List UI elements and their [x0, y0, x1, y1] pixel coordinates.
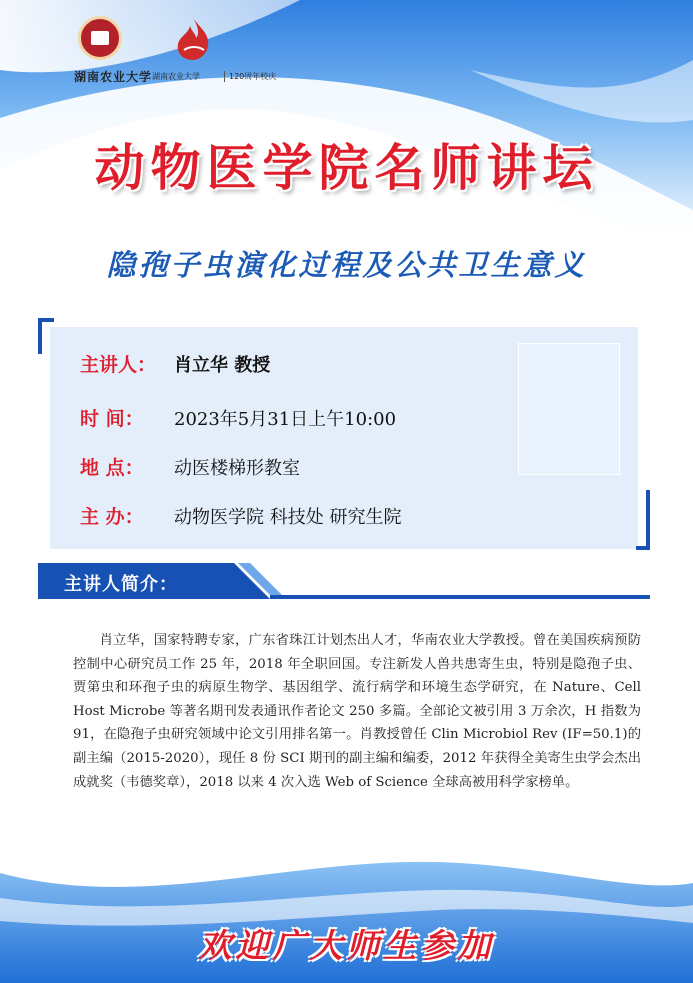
speaker-row: [80, 350, 270, 380]
university-name: 湖南农业大学: [74, 70, 153, 84]
header-logos: [74, 16, 277, 86]
place-value: 动医楼梯形教室: [174, 458, 300, 479]
host-label: 主 办：: [80, 506, 144, 528]
lecture-subtitle: 隐孢子虫演化过程及公共卫生意义: [106, 248, 587, 282]
welcome-footer: 欢迎广大师生参加: [198, 926, 495, 965]
speaker-bio-text: 肖立华，国家特聘专家，广东省珠江计划杰出人才，华南农业大学教授。曾在美国疾病预防控制中心研究员工作 25 年，2018 年全职回国。专注新发人兽共患寄生虫，特别是隐孢子虫、贾第虫和环孢子虫的病原生物学、基因组学、流行病学和环境生态学研究，在 Nature、Cell Host Microbe 等著名期刊发表通讯作者论文 250 多篇。全部论文被引用 3 万余次，H 指数为 91，在隐孢子虫研究领域中论文引用排名第一。肖教授曾任 Clin Microbiol Rev (IF=50.1)的副主编（2015-2020），现任 8 份 SCI 期刊的副主编和编委，2012 年获得全美寄生虫学会杰出成就奖（韦德奖章），2018 以来 4 次入选 Web of Science 全球高被用科学家榜单。: [73, 633, 641, 790]
panel-corner-top-left: [38, 318, 54, 354]
time-label: 时 间：: [80, 408, 144, 430]
time-row: [80, 404, 396, 434]
anniversary-flame-icon: [170, 16, 216, 62]
page-title: 动物医学院名师讲坛: [94, 138, 599, 197]
speaker-photo-placeholder: [518, 343, 620, 475]
speaker-bio: [73, 629, 641, 794]
anniversary-label: 120周年校庆: [224, 71, 276, 82]
panel-corner-bottom-right: [636, 490, 650, 550]
place-row: [80, 453, 300, 483]
university-emblem-icon: [78, 16, 122, 60]
host-row: [80, 502, 401, 532]
bio-section-title: 主讲人简介：: [64, 574, 178, 595]
place-label: 地 点：: [80, 457, 144, 479]
time-value: 2023年5月31日上午10:00: [174, 409, 397, 430]
speaker-value: 肖立华 教授: [174, 355, 271, 376]
anniversary-university-text: 湖南农业大学: [152, 72, 200, 81]
host-value: 动物医学院 科技处 研究生院: [174, 507, 402, 528]
speaker-label: 主讲人：: [80, 354, 157, 376]
